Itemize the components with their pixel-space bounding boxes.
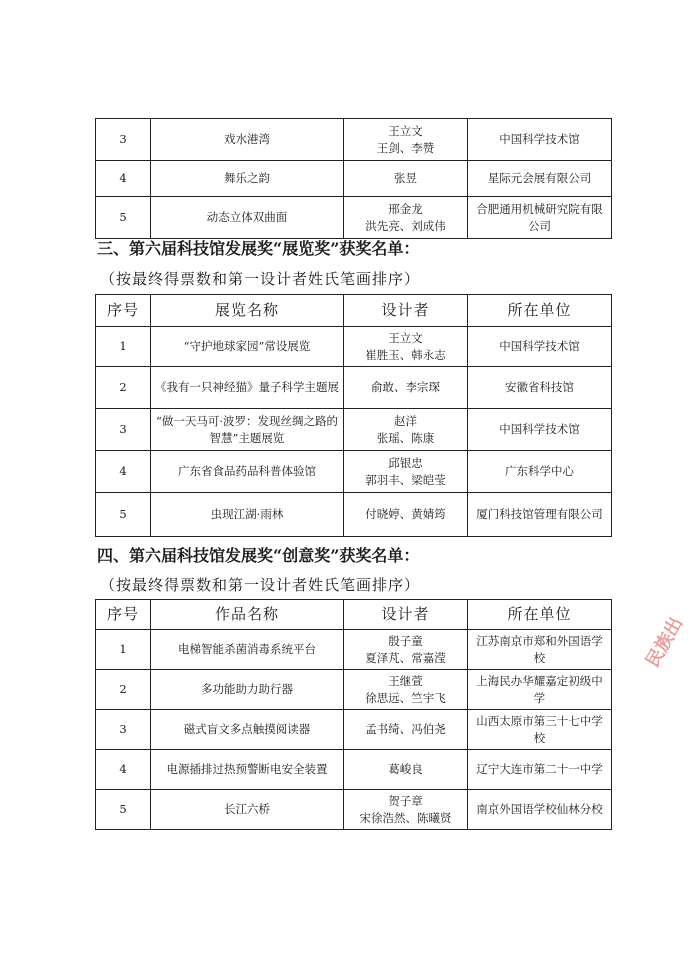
row-number: 4 [96,161,151,197]
work-name: 磁式盲文多点触摸阅读器 [151,710,344,750]
header-unit: 所在单位 [468,600,612,630]
table-row [96,161,612,197]
designers [344,790,468,830]
designer-line: 贺子章 [388,793,423,808]
creativity-award-table [95,599,612,830]
designers [344,670,468,710]
unit: 安徽省科技馆 [468,367,612,409]
designer-line: 张昱 [394,171,417,185]
unit: 辽宁大连市第二十一中学 [468,750,612,790]
table-row [96,670,612,710]
exhibit-name: 戏水港湾 [151,119,344,161]
table-row [96,630,612,670]
designers [344,367,468,409]
designer-line: 洪先亮、刘成伟 [365,218,446,233]
red-seal-stamp: 民族出 [642,613,688,671]
designer-line: 孟书绮、冯伯尧 [365,722,446,736]
unit: 中国科学技术馆 [468,119,612,161]
row-number: 5 [96,493,151,537]
row-number: 3 [96,119,151,161]
designer-line: 邱银忠 [388,455,423,470]
unit: 广东科学中心 [468,451,612,493]
designer-line: 张瑶、陈康 [376,430,435,445]
unit: 上海民办华耀嘉定初级中学 [468,670,612,710]
row-number: 2 [96,670,151,710]
table-row [96,197,612,239]
unit: 厦门科技馆管理有限公司 [468,493,612,537]
unit: 中国科学技术馆 [468,409,612,451]
designer-line: 王继萱 [388,673,423,688]
work-name: 电梯智能杀菌消毒系统平台 [151,630,344,670]
designer-line: 宋徐浩然、陈曦贤 [359,810,452,825]
designers [344,451,468,493]
work-name: 长江六桥 [151,790,344,830]
designer-line: 邢金龙 [388,201,423,216]
work-name: 电源插排过热预警断电安全装置 [151,750,344,790]
top-table-body [96,119,612,239]
row-number: 5 [96,197,151,239]
exhibit-name: 《我有一只神经猫》量子科学主题展 [151,367,344,409]
designer-line: 赵洋 [394,413,417,428]
table-row [96,409,612,451]
table-row [96,451,612,493]
row-number: 1 [96,327,151,367]
designers [344,161,468,197]
header-number: 序号 [96,295,151,327]
header-designers: 设计者 [344,295,468,327]
unit: 南京外国语学校仙林分校 [468,790,612,830]
unit: 中国科学技术馆 [468,327,612,367]
designers [344,119,468,161]
designer-line: 王立文 [388,330,423,345]
section4-note: （按最终得票数和第一设计者姓氏笔画排序） [100,576,421,594]
unit: 山西太原市第三十七中学校 [468,710,612,750]
unit: 合肥通用机械研究院有限公司 [468,197,612,239]
unit: 星际元会展有限公司 [468,161,612,197]
designer-line: 葛峻良 [388,762,423,776]
designer-line: 夏泽芃、常嘉滢 [365,650,446,665]
exhibition-award-table [95,294,612,537]
designers [344,197,468,239]
designer-line: 王剑、李赞 [376,140,435,155]
header-number: 序号 [96,600,151,630]
section3-note: （按最终得票数和第一设计者姓氏笔画排序） [100,270,421,288]
designer-line: 殷子童 [388,633,423,648]
work-name: 多功能助力助行器 [151,670,344,710]
designer-line: 付晓婷、黄婧筠 [365,507,446,521]
designers [344,630,468,670]
exhibit-name: “做一天马可·波罗：发现丝绸之路的智慧”主题展览 [151,409,344,451]
header-designers: 设计者 [344,600,468,630]
top-table [95,118,612,239]
table-row [96,790,612,830]
designers [344,409,468,451]
section4-title: 四、第六届科技馆发展奖“创意奖”获奖名单： [97,546,420,565]
table-row [96,327,612,367]
designers [344,710,468,750]
header-name: 作品名称 [151,600,344,630]
row-number: 3 [96,409,151,451]
table-header-row [96,295,612,327]
section3-title: 三、第六届科技馆发展奖“展览奖”获奖名单： [97,239,420,258]
designer-line: 俞敢、李宗琛 [371,380,440,394]
exhibit-name: “守护地球家园”常设展览 [151,327,344,367]
row-number: 4 [96,451,151,493]
designers [344,493,468,537]
table-row [96,119,612,161]
designer-line: 徐思远、竺宇飞 [365,690,446,705]
row-number: 3 [96,710,151,750]
exhibit-name: 虫现江湖·雨林 [151,493,344,537]
table-row [96,710,612,750]
exhibit-name: 动态立体双曲面 [151,197,344,239]
row-number: 4 [96,750,151,790]
designers [344,327,468,367]
header-unit: 所在单位 [468,295,612,327]
table-header-row [96,600,612,630]
exhibit-name: 广东省食品药品科普体验馆 [151,451,344,493]
unit: 江苏南京市郑和外国语学校 [468,630,612,670]
exhibit-name: 舞乐之韵 [151,161,344,197]
table-row [96,367,612,409]
header-name: 展览名称 [151,295,344,327]
row-number: 5 [96,790,151,830]
table-row [96,750,612,790]
row-number: 2 [96,367,151,409]
table-row [96,493,612,537]
designer-line: 郭羽丰、梁皑莹 [365,472,446,487]
designer-line: 崔胜玉、韩永志 [365,347,446,362]
row-number: 1 [96,630,151,670]
designers [344,750,468,790]
designer-line: 王立文 [388,123,423,138]
